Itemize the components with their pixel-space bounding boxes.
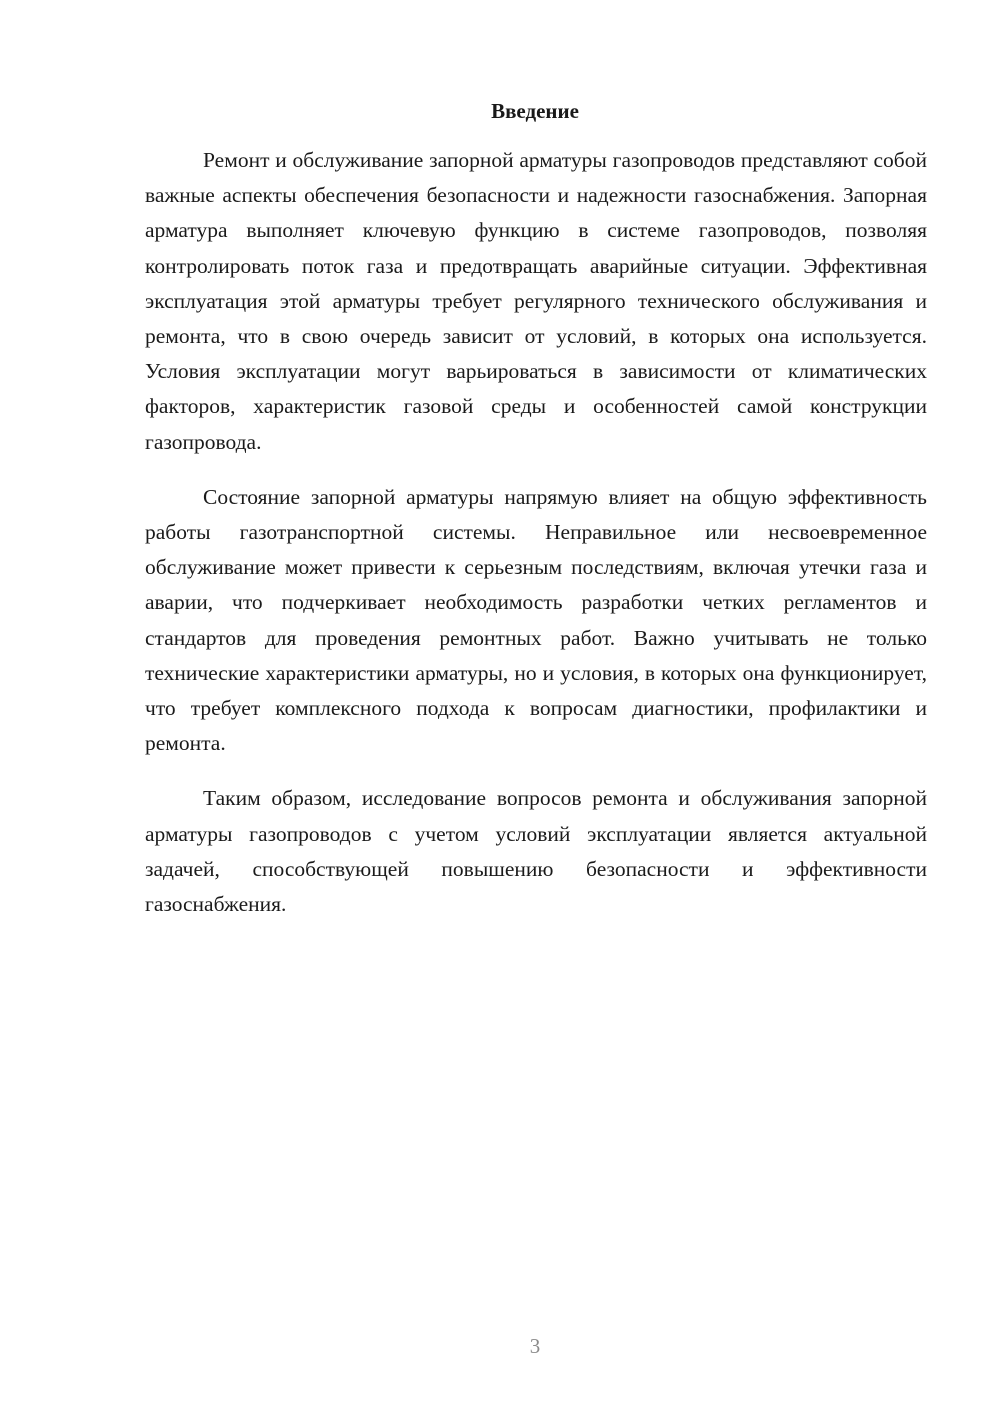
paragraph-3: Таким образом, исследование вопросов ремонта и обслуживания запорной арматуры газопроводов с учетом условий эксплуатации является актуальной задачей, способствующей повышению безопасности и эффективности газоснабжения. — [145, 786, 927, 917]
body-text — [145, 143, 927, 922]
paragraph-1: Ремонт и обслуживание запорной арматуры газопроводов представляют собой важные аспекты обеспечения безопасности и надежности газоснабжения. Запорная арматура выполняет ключевую функцию в системе газопроводов, позволяя контролировать поток газа и предотвращать аварийные ситуации. Эффективная эксплуатация этой арматуры требует регулярного технического обслуживания и ремонта, что в свою очередь зависит от условий, в которых она используется. Условия эксплуатации могут варьироваться в зависимости от климатических факторов, характеристик газовой среды и особенностей самой конструкции газопровода. — [145, 148, 927, 454]
paragraph-2: Состояние запорной арматуры напрямую влияет на общую эффективность работы газотранспортной системы. Неправильное или несвоевременное обслуживание может привести к серьезным последствиям, включая утечки газа и аварии, что подчеркивает необходимость разработки четких регламентов и стандартов для проведения ремонтных работ. Важно учитывать не только технические характеристики арматуры, но и условия, в которых она функционирует, что требует комплексного подхода к вопросам диагностики, профилактики и ремонта. — [145, 484, 927, 756]
page-number: 3 — [529, 1334, 541, 1358]
section-heading: Введение — [491, 99, 579, 123]
